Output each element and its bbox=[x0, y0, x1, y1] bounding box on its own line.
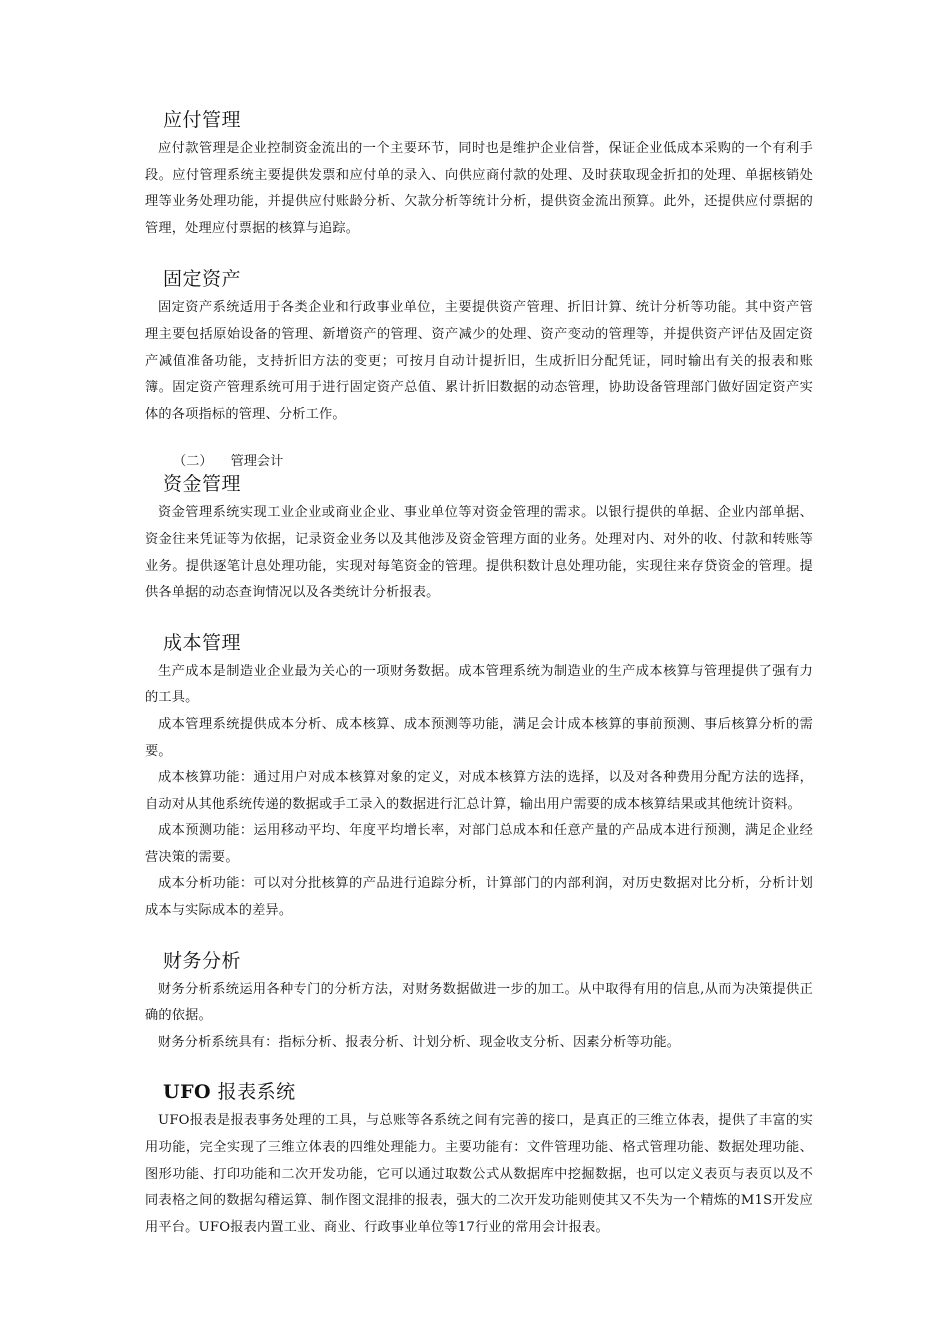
paragraph: 固定资产系统适用于各类企业和行政事业单位，主要提供资产管理、折旧计算、统计分析等功能。其中资产管理主要包括原始设备的管理、新增资产的管理、资产减少的处理、资产变动的管理等，并提供资产评估及固定资产减值准备功能，支持折旧方法的变更；可按月自动计提折旧，生成折旧分配凭证，同时输出有关的报表和账簿。固定资产管理系统可用于进行固定资产总值、累计折旧数据的动态管理，协助设备管理部门做好固定资产实体的各项指标的管理、分析工作。 bbox=[145, 300, 813, 422]
section-title: 应付管理 bbox=[163, 109, 242, 131]
paragraph: 成本分析功能：可以对分批核算的产品进行追踪分析，计算部门的内部利润，对历史数据对比分析，分析计划成本与实际成本的差异。 bbox=[145, 876, 813, 919]
section-title: 财务分析 bbox=[163, 949, 242, 972]
section-fixed-assets bbox=[145, 267, 813, 428]
section-title-rest: 报表系统 bbox=[217, 1081, 296, 1104]
section-title: 固定资产 bbox=[163, 268, 242, 291]
section-cost bbox=[145, 631, 813, 925]
subheading-number: （二） bbox=[173, 454, 213, 470]
paragraph: UFO报表是报表事务处理的工具，与总账等各系统之间有完善的接口，是真正的三维立体表，提供了丰富的实用功能，完全实现了三维立体表的四维处理能力。主要功能有：文件管理功能、格式管理功能、数据处理功能、图形功能、打印功能和二次开发功能，它可以通过取数公式从数据库中挖掘数据，也可以定义表页与表页以及不同表格之间的数据勾稽运算、制作图文混排的报表，强大的二次开发功能则使其又不失为一个精炼的M1S开发应用平台。UFO报表内置工业、商业、行政事业单位等17行业的常用会计报表。 bbox=[145, 1113, 813, 1235]
paragraph: 财务分析系统具有：指标分析、报表分析、计划分析、现金收支分析、因素分析等功能。 bbox=[158, 1034, 681, 1050]
paragraph: 成本预测功能：运用移动平均、年度平均增长率，对部门总成本和任意产量的产品成本进行预测，满足企业经营决策的需要。 bbox=[145, 823, 813, 865]
subheading-text: 管理会计 bbox=[230, 454, 284, 470]
section-financial-analysis bbox=[145, 949, 813, 1057]
section-ufo bbox=[145, 1080, 813, 1241]
section-title-latin: UFO bbox=[163, 1081, 212, 1104]
document-content bbox=[145, 108, 813, 1241]
paragraph: 成本核算功能：通过用户对成本核算对象的定义，对成本核算方法的选择，以及对各种费用分配方法的选择，自动对从其他系统传递的数据或手工录入的数据进行汇总计算，输出用户需要的成本核算结果或其他统计资料。 bbox=[145, 770, 813, 812]
section-title: 成本管理 bbox=[163, 631, 242, 654]
section-title bbox=[163, 1080, 813, 1104]
subheading bbox=[173, 452, 813, 472]
section-payables bbox=[145, 108, 813, 242]
paragraph: 应付款管理是企业控制资金流出的一个主要环节，同时也是维护企业信誉，保证企业低成本采购的一个有利手段。应付管理系统主要提供发票和应付单的录入、向供应商付款的处理、及时获取现金折扣的处理、单据核销处理等业务处理功能，并提供应付账龄分析、欠款分析等统计分析，提供资金流出预算。此外，还提供应付票据的管理，处理应付票据的核算与追踪。 bbox=[145, 141, 813, 236]
paragraph: 资金管理系统实现工业企业或商业企业、事业单位等对资金管理的需求。以银行提供的单据、企业内部单据、资金往来凭证等为依据，记录资金业务以及其他涉及资金管理方面的业务。处理对内、对外的收、付款和转账等业务。提供逐笔计息处理功能，实现对每笔资金的管理。提供积数计息处理功能，实现往来存贷资金的管理。提供各单据的动态查询情况以及各类统计分析报表。 bbox=[145, 505, 813, 601]
paragraph: 财务分析系统运用各种专门的分析方法，对财务数据做进一步的加工。从中取得有用的信息,从而为决策提供正确的依据。 bbox=[145, 981, 813, 1024]
section-fund bbox=[145, 472, 813, 606]
section-title: 资金管理 bbox=[163, 473, 242, 496]
paragraph: 成本管理系统提供成本分析、成本核算、成本预测等功能，满足会计成本核算的事前预测、事后核算分析的需要。 bbox=[145, 716, 813, 759]
paragraph: 生产成本是制造业企业最为关心的一项财务数据。成本管理系统为制造业的生产成本核算与管理提供了强有力的工具。 bbox=[145, 663, 813, 706]
